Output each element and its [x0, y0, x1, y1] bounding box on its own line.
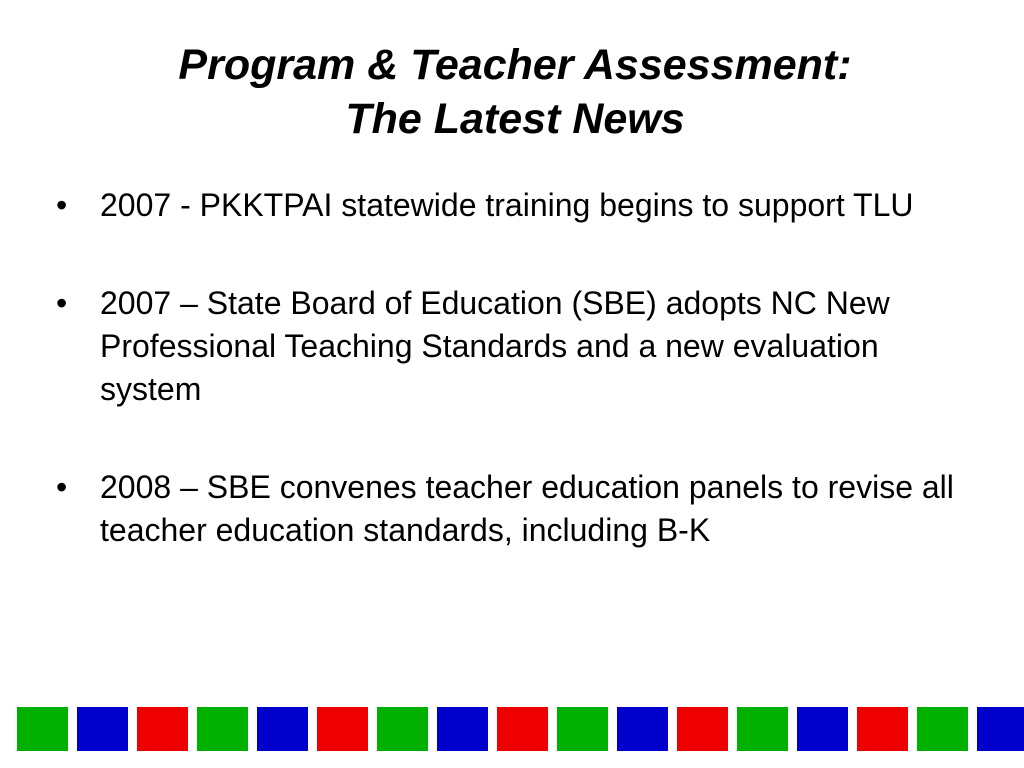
- title-line-1: Program & Teacher Assessment:: [178, 41, 852, 89]
- decorative-color-bar: [17, 707, 1024, 751]
- color-square-green: [17, 707, 68, 751]
- color-square-blue: [437, 707, 488, 751]
- color-square-red: [677, 707, 728, 751]
- bullet-text: 2007 - PKKTPAI statewide training begins to support TLU: [100, 187, 914, 223]
- color-square-green: [557, 707, 608, 751]
- bullet-text: 2007 – State Board of Education (SBE) adopts NC New Professional Teaching Standards and a new evaluation system: [100, 285, 890, 407]
- color-square-red: [137, 707, 188, 751]
- color-square-green: [917, 707, 968, 751]
- bullet-text: 2008 – SBE convenes teacher education panels to revise all teacher education standards, including B-K: [100, 469, 954, 548]
- color-square-blue: [77, 707, 128, 751]
- slide-title: [0, 38, 1024, 146]
- color-square-blue: [977, 707, 1024, 751]
- bullet-dot-icon: •: [56, 285, 68, 321]
- bullet-dot-icon: •: [56, 187, 68, 223]
- color-square-green: [377, 707, 428, 751]
- color-square-green: [197, 707, 248, 751]
- color-square-blue: [617, 707, 668, 751]
- bullet-dot-icon: •: [56, 469, 68, 505]
- color-square-red: [497, 707, 548, 751]
- bullet-item: [56, 282, 976, 411]
- title-line-2: The Latest News: [345, 95, 685, 143]
- bullet-list: [56, 184, 976, 607]
- color-square-red: [317, 707, 368, 751]
- color-square-blue: [257, 707, 308, 751]
- bullet-item: [56, 466, 976, 552]
- color-square-blue: [797, 707, 848, 751]
- color-square-green: [737, 707, 788, 751]
- color-square-red: [857, 707, 908, 751]
- bullet-item: [56, 184, 976, 227]
